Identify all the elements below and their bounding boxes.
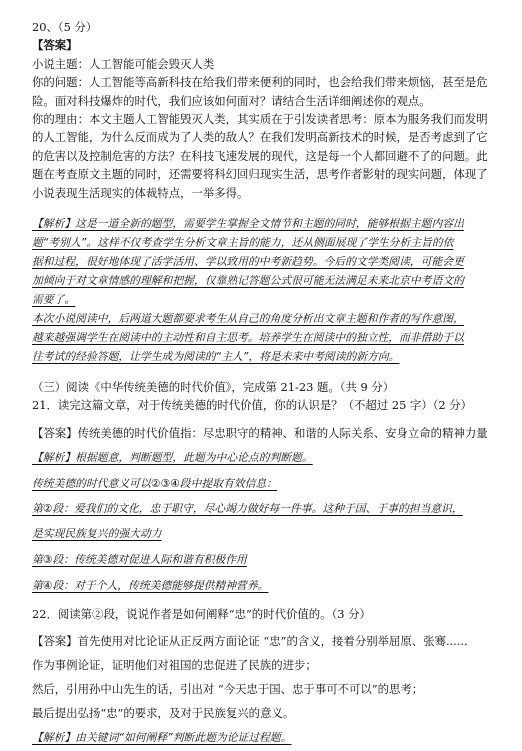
q21-analysis: 【解析】根据题意，判断题型，此题为中心论点的判断题。 (32, 450, 313, 464)
q20-answer-tag: 【答案】 (32, 38, 78, 53)
q21-paragraph-3: 第③段：传统美德对促进人际和谐有积极作用 (32, 552, 247, 566)
q21-paragraph-4: 第④段：对于个人，传统美德能够提供精神营养。 (32, 578, 269, 592)
q20-answer-line: 题在考查原文主题的同时，还需要将科幻回归现实生活，思考作者影射的现实问题，体现了 (32, 167, 488, 182)
q22-answer-line: 最后提出弘扬“忠”的要求，及对于民族复兴的意义。 (32, 706, 295, 721)
q21-paragraph-2-cont: 是实现民族复兴的强大动力 (32, 526, 162, 540)
q20-analysis-line: 题“考别人”。这样不仅考查学生分析文章主旨的能力，还从侧面展现了学生分析主旨的依 (32, 236, 454, 250)
q20-analysis-line: 加倾向于对文章情感的理解和把握，仅靠熟记答题公式很可能无法满足未来北京中考语文的 (32, 274, 464, 288)
section-heading: （三）阅读《中华传统美德的时代价值》，完成第 21-23 题。（共 9 分） (32, 380, 395, 395)
q20-analysis-line: 本次小说阅读中，后两道大题都要求考生从自己的角度分析出文章主题和作者的写作意图， (32, 312, 464, 326)
q20-analysis (32, 214, 506, 366)
q21-note: 传统美德的时代意义可以②③④段中提取有效信息： (32, 476, 277, 490)
q20-analysis-line: 据和过程，很好地体现了活学活用、学以致用的中考新趋势。今后的文学类阅读，可能会更 (32, 255, 464, 269)
q21-question: 21．读完这篇文章，对于传统美德的时代价值，你的认识是？（不超过 25 字）（2 分） (32, 398, 473, 413)
q22-question: 22．阅读第②段，说说作者是如何阐释“忠”的时代价值的。（3 分） (32, 606, 371, 621)
q20-answer (32, 55, 506, 202)
q20-answer-line: 小说主题：人工智能可能会毁灭人类 (32, 56, 215, 71)
q20-analysis-line: 【解析】这是一道全新的题型，需要学生掌握全文情节和主题的同时，能够根据主题内容出 (32, 217, 464, 231)
q22-answer-line: 然后，引用孙中山先生的话，引出对 “今天忠于国、忠于事可不可以”的思考； (32, 682, 424, 697)
document-page (32, 18, 506, 751)
q22-analysis: 【解析】由关键词“如何阐释”判断此题为论证过程题。 (32, 731, 292, 745)
q20-number: 20、（5 分） (32, 20, 98, 34)
q20-answer-line: 你的理由：本文主题人工智能毁灭人类，其实质在于引发读者思考：原本为服务我们而发明 (32, 112, 488, 127)
q20-answer-line: 险。面对科技爆炸的时代，我们应该如何面对？请结合生活详细阐述你的观点。 (32, 93, 431, 108)
q20-analysis-line: 往考试的经验答题，让学生成为阅读的“主人”，将是未来中考阅读的新方向。 (32, 350, 400, 364)
q20-analysis-line: 需要了。 (32, 293, 76, 307)
q20-answer-line: 的人工智能，为什么反而成为了人类的敌人？在我们发明高新技术的时候，是否考虑到了它 (32, 130, 488, 145)
q20-analysis-line: 越来越强调学生在阅读中的主动性和自主思考。培养学生在阅读中的独立性，而非借助于以 (32, 331, 464, 345)
q20-answer-line: 小说表现生活现实的体裁特点，一举多得。 (32, 185, 249, 200)
q20-answer-line: 的危害以及控制危害的方法？在科技飞速发展的现代，这是每一个人都回避不了的问题。此 (32, 148, 488, 163)
q22-answer-line: 【答案】首先使用对比论证从正反两方面论证 “忠”的含义，接着分别举屈原、张骞...... (32, 634, 468, 649)
q21-paragraph-2: 第②段：爱我们的文化，忠于职守，尽心竭力做好每一件事。这种于国、于事的担当意识， (32, 501, 463, 515)
q21-answer: 【答案】传统美德的时代价值指：尽忠职守的精神、和谐的人际关系、安身立命的精神力量 (32, 425, 488, 440)
q20-answer-line: 你的问题：人工智能等高新科技在给我们带来便利的同时，也会给我们带来烦恼，甚至是危 (32, 75, 488, 90)
q22-answer-line: 作为事例论证，证明他们对祖国的忠促进了民族的进步； (32, 658, 317, 673)
